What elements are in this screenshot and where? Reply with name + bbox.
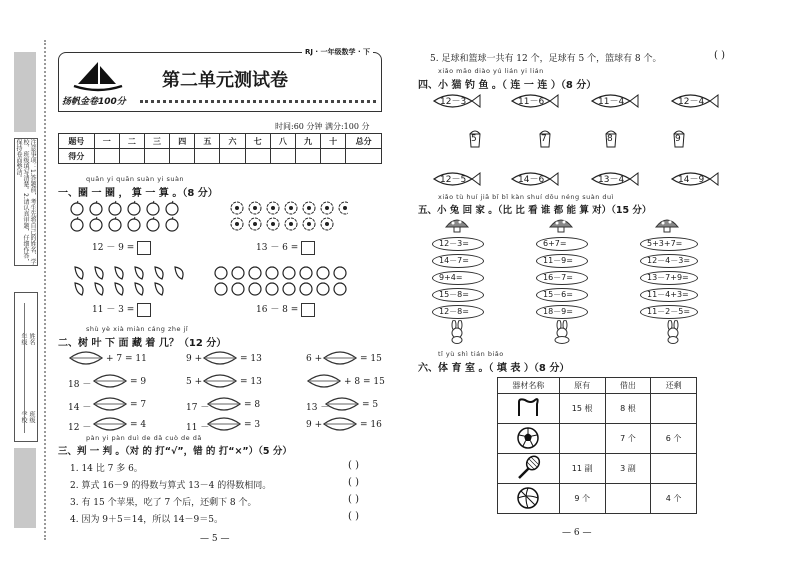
flower-icon[interactable] [321, 202, 333, 214]
fish-label: 11－4 [598, 97, 625, 107]
equation-oval[interactable]: 13－7+9= [640, 271, 698, 285]
score-cell[interactable] [270, 149, 295, 164]
pepper-icon[interactable] [95, 283, 103, 295]
sidebar-notice: 注意事项：1.答题前，考生先将自己的姓名、学校、班级填写清楚。2.请认真审题，仔细作答，保持卷面整洁。 [15, 139, 36, 265]
apples-group [68, 200, 188, 232]
sec1-eq2: 13 － 6 = [256, 240, 315, 255]
score-header-cell: 总分 [346, 134, 382, 149]
sidebar-top-block [14, 52, 36, 132]
equation-oval[interactable]: 5+3+7= [640, 237, 698, 251]
apple-icon[interactable] [90, 217, 102, 231]
score-header-cell: 五 [195, 134, 220, 149]
pepper-icon[interactable] [135, 283, 143, 295]
equation-oval[interactable]: 15－6= [536, 288, 588, 302]
sec4-pinyin: xiǎo māo diào yú lián yi lián [438, 67, 544, 75]
page-number-left: — 5 — [200, 534, 230, 544]
mushroom-icon [444, 217, 470, 233]
table-cell: 4 个 [651, 484, 697, 514]
apple-icon[interactable] [71, 217, 83, 231]
pepper-icon[interactable] [155, 283, 163, 295]
judge-paren-2[interactable]: ( ) [348, 477, 359, 488]
sec1-eq3: 11 － 3 = [92, 302, 151, 317]
fish-label: 12－5 [440, 175, 467, 185]
score-row-label: 得分 [59, 149, 95, 164]
leaf-icon[interactable] [322, 416, 358, 432]
table-cell: 11 副 [559, 454, 605, 484]
pepper-icon[interactable] [115, 283, 123, 295]
col-header: 借出 [605, 378, 651, 394]
sec2-r3-e: 13 － [306, 403, 330, 413]
exam-meta: 时间:60 分钟 满分:100 分 [275, 122, 370, 131]
orange-icon[interactable] [283, 267, 295, 279]
equation-oval[interactable]: 11－2－5= [640, 305, 698, 319]
score-header-cell: 七 [245, 134, 270, 149]
fish-item[interactable] [670, 92, 720, 110]
equation-oval[interactable]: 9+4= [432, 271, 484, 285]
answer-box[interactable] [301, 303, 315, 317]
apple-icon[interactable] [109, 217, 121, 231]
answer-box[interactable] [301, 241, 315, 255]
equation-oval[interactable]: 12－4－3= [640, 254, 698, 268]
orange-icon[interactable] [232, 283, 244, 295]
score-cell[interactable] [119, 149, 144, 164]
fish-label: 12－4 [678, 97, 705, 107]
sec2-r4-f: = 16 [360, 420, 382, 430]
equipment-table [497, 377, 697, 514]
equation-oval[interactable]: 14－7= [432, 254, 484, 268]
orange-icon[interactable] [215, 267, 227, 279]
pepper-icon[interactable] [175, 267, 183, 279]
bucket-label: 5 [471, 134, 477, 144]
fish-item[interactable] [590, 170, 640, 188]
leaf-icon[interactable] [306, 373, 342, 389]
oranges-group [212, 264, 358, 296]
sidebar-school: 学校 [20, 411, 27, 423]
sec2-r2-b: = 9 [130, 377, 147, 387]
fish-label: 12－3 [440, 97, 467, 107]
pepper-icon[interactable] [115, 267, 123, 279]
leaf-icon[interactable] [92, 416, 128, 432]
leaf-icon[interactable] [92, 373, 128, 389]
page-title: 第二单元测试卷 [162, 70, 288, 91]
score-header-cell: 题号 [59, 134, 95, 149]
badminton-racket-icon [498, 454, 560, 484]
score-header-cell: 三 [144, 134, 169, 149]
judge-item-1: 1. 14 比 7 多 6。 [70, 464, 143, 474]
orange-icon[interactable] [249, 283, 261, 295]
col-header: 原有 [559, 378, 605, 394]
sailboat-logo [70, 60, 126, 94]
apple-icon[interactable] [71, 201, 83, 215]
judge-item-5: 5. 足球和篮球一共有 12 个，足球有 5 个，篮球有 8 个。 [430, 54, 662, 64]
score-header-cell: 八 [270, 134, 295, 149]
sec2-r1-a: + 7 = 11 [106, 354, 147, 364]
fish-label: 11－6 [518, 97, 545, 107]
sec2-r1-b: 9 + [186, 354, 203, 364]
pepper-icon[interactable] [75, 283, 83, 295]
equation-oval[interactable]: 6+7= [536, 237, 588, 251]
sec4-title: 四、小 猫 钓 鱼 。（ 连 一 连 ）（8 分） [418, 80, 597, 91]
sec2-r4-d: = 3 [244, 420, 261, 430]
pepper-icon[interactable] [75, 267, 83, 279]
flower-icon[interactable] [249, 202, 261, 214]
leaf-icon[interactable] [322, 350, 358, 366]
flower-icon[interactable] [267, 202, 279, 214]
leaf-icon[interactable] [68, 350, 104, 366]
sec3-pinyin: pàn yi pàn duì de dǎ cuò de dǎ [86, 434, 202, 442]
sec2-r2-c: 5 + [186, 377, 203, 387]
bucket-icon[interactable] [672, 130, 686, 148]
sec1-title: 一、圈 一 圈 ， 算 一 算 。（8 分） [58, 188, 218, 199]
bucket-icon[interactable] [604, 130, 618, 148]
equation-oval[interactable]: 12－3= [432, 237, 484, 251]
leaf-icon[interactable] [206, 416, 242, 432]
peppers-group [70, 264, 190, 296]
apple-icon[interactable] [147, 217, 159, 231]
sec3-title: 三、判 一 判 。（对 的 打“√”，错 的 打“×”）（5 分） [58, 446, 292, 457]
sec2-r3-f: = 5 [362, 400, 379, 410]
apple-icon[interactable] [166, 201, 178, 215]
edition-tag: RJ · 一年级数学 · 下 [302, 47, 373, 57]
sec5-pinyin: xiǎo tù huí jiā bǐ bǐ kàn shuí dōu néng suàn duì [438, 193, 614, 201]
score-cell[interactable] [346, 149, 382, 164]
sec2-pinyin: shù yè xià miàn cáng zhe jǐ [86, 325, 189, 333]
brand-text: 扬帆金卷100分 [62, 97, 126, 107]
mushroom-icon [548, 217, 574, 233]
jump-rope-icon [498, 394, 560, 424]
table-cell: 7 个 [605, 424, 651, 454]
soccer-ball-icon [498, 424, 560, 454]
score-header-cell: 一 [94, 134, 119, 149]
apple-icon[interactable] [147, 201, 159, 215]
sec5-title: 五、小 兔 回 家 。（比 比 看 谁 都 能 算 对）（15 分） [418, 205, 652, 216]
judge-paren-1[interactable]: ( ) [348, 460, 359, 471]
score-header-cell: 六 [220, 134, 245, 149]
judge-paren-5[interactable]: ( ) [714, 50, 725, 61]
score-cell[interactable] [94, 149, 119, 164]
sec1-pinyin: quān yi quān suàn yi suàn [86, 175, 185, 183]
apple-icon[interactable] [128, 201, 140, 215]
flower-icon[interactable] [231, 202, 243, 214]
bucket-label: 8 [607, 134, 613, 144]
orange-icon[interactable] [334, 267, 346, 279]
orange-icon[interactable] [317, 283, 329, 295]
leaf-icon[interactable] [92, 396, 128, 412]
equation-oval[interactable]: 11－9= [536, 254, 588, 268]
flower-icon[interactable] [249, 218, 261, 230]
answer-box[interactable] [137, 303, 151, 317]
score-header-cell: 九 [295, 134, 320, 149]
equation-oval[interactable]: 16－7= [536, 271, 588, 285]
equation-oval[interactable]: 15－8= [432, 288, 484, 302]
leaf-icon[interactable] [206, 396, 242, 412]
sec2-r2-d: = 13 [240, 377, 262, 387]
sec2-r1-c: = 13 [240, 354, 262, 364]
sec1-eq1: 12 － 9 = [92, 240, 151, 255]
fish-item[interactable] [432, 170, 482, 188]
fish-label: 14－9 [678, 175, 705, 185]
fish-item[interactable] [432, 92, 482, 110]
apple-icon[interactable] [90, 201, 102, 215]
sec2-r3-d: = 8 [244, 400, 261, 410]
table-cell: 15 根 [559, 394, 605, 424]
fish-item[interactable] [510, 170, 560, 188]
equation-oval[interactable]: 12－8= [432, 305, 484, 319]
bucket-label: 9 [675, 134, 681, 144]
flower-icon[interactable] [321, 218, 333, 230]
judge-item-4: 4. 因为 9＋5＝14，所以 14－9＝5。 [70, 515, 223, 525]
leaf-icon[interactable] [202, 373, 238, 389]
orange-icon[interactable] [300, 283, 312, 295]
sec2-r4-b: = 4 [130, 420, 147, 430]
fish-label: 14－6 [518, 175, 545, 185]
judge-item-2: 2. 算式 16－9 的得数与算式 13－4 的得数相同。 [70, 481, 272, 491]
sidebar-class: 班级 [28, 411, 35, 423]
sec2-r1-d: 6 + [306, 354, 323, 364]
sec2-r4-a: 12 － [68, 423, 92, 433]
col-header: 还剩 [651, 378, 697, 394]
score-cell[interactable] [170, 149, 195, 164]
sidebar-grade: 年级 [20, 333, 27, 345]
score-header-cell: 十 [321, 134, 346, 149]
table-cell[interactable] [651, 454, 697, 484]
sec2-r3-c: 17 － [186, 403, 210, 413]
flower-icon[interactable] [303, 218, 315, 230]
flower-icon[interactable] [339, 202, 348, 214]
flower-icon[interactable] [285, 202, 297, 214]
flowers-group [228, 200, 348, 232]
orange-icon[interactable] [215, 283, 227, 295]
table-cell: 6 个 [651, 424, 697, 454]
orange-icon[interactable] [334, 283, 346, 295]
mushroom-icon [654, 217, 680, 233]
score-cell[interactable] [295, 149, 320, 164]
sec2-r3-b: = 7 [130, 400, 147, 410]
sec2-r1-e: = 15 [360, 354, 382, 364]
pepper-icon[interactable] [155, 267, 163, 279]
apple-icon[interactable] [128, 217, 140, 231]
orange-icon[interactable] [266, 267, 278, 279]
judge-paren-3[interactable]: ( ) [348, 494, 359, 505]
volleyball-icon [498, 484, 560, 514]
equation-oval[interactable]: 18－9= [536, 305, 588, 319]
leaf-icon[interactable] [324, 396, 360, 412]
score-cell[interactable] [220, 149, 245, 164]
score-cell[interactable] [144, 149, 169, 164]
sec2-r4-c: 11 － [186, 423, 210, 433]
page-number-right: — 6 — [562, 528, 592, 538]
judge-item-3: 3. 有 15 个苹果，吃了 7 个后，还剩下 8 个。 [70, 498, 257, 508]
fish-label: 13－4 [598, 175, 625, 185]
sidebar-info-box [14, 292, 38, 442]
sidebar-dots [44, 40, 46, 540]
score-cell[interactable] [321, 149, 346, 164]
score-header-cell: 四 [170, 134, 195, 149]
table-cell[interactable] [605, 484, 651, 514]
rabbit-icon [550, 320, 574, 344]
sec2-r2-a: 18 － [68, 380, 92, 390]
orange-icon[interactable] [249, 267, 261, 279]
orange-icon[interactable] [232, 267, 244, 279]
orange-icon[interactable] [266, 283, 278, 295]
score-header-cell: 二 [119, 134, 144, 149]
flower-icon[interactable] [285, 218, 297, 230]
table-cell: 9 个 [559, 484, 605, 514]
score-cell[interactable] [195, 149, 220, 164]
sidebar-name: 姓名 [28, 333, 35, 345]
answer-box[interactable] [137, 241, 151, 255]
apple-icon[interactable] [166, 217, 178, 231]
flower-icon[interactable] [267, 218, 279, 230]
flower-icon[interactable] [303, 202, 315, 214]
orange-icon[interactable] [300, 267, 312, 279]
pepper-icon[interactable] [95, 267, 103, 279]
leaf-icon[interactable] [202, 350, 238, 366]
header-dots [140, 100, 376, 103]
bucket-icon[interactable] [468, 130, 482, 148]
bucket-icon[interactable] [538, 130, 552, 148]
orange-icon[interactable] [283, 283, 295, 295]
sec2-r2-e: + 8 = 15 [344, 377, 385, 387]
sec1-eq4: 16 － 8 = [256, 302, 315, 317]
table-cell[interactable] [651, 394, 697, 424]
sidebar-bottom-block [14, 448, 36, 528]
sec2-r3-a: 14 － [68, 403, 92, 413]
fish-item[interactable] [510, 92, 560, 110]
flower-icon[interactable] [231, 218, 243, 230]
rabbit-icon [664, 320, 682, 344]
fish-item[interactable] [670, 170, 720, 188]
pepper-icon[interactable] [135, 267, 143, 279]
judge-paren-4[interactable]: ( ) [348, 511, 359, 522]
equation-oval[interactable]: 11－4+3= [640, 288, 698, 302]
fish-item[interactable] [590, 92, 640, 110]
sec6-pinyin: tǐ yù shì tián biǎo [438, 350, 504, 358]
table-cell: 8 根 [605, 394, 651, 424]
sec2-r4-e: 9 + [306, 420, 323, 430]
sec2-title: 二、树 叶 下 面 藏 着 几？（12 分） [58, 338, 227, 349]
score-table [58, 133, 382, 164]
rabbit-icon [448, 320, 466, 344]
bucket-label: 7 [541, 134, 547, 144]
sec6-title: 六、体 育 室 。（ 填 表 ）（8 分） [418, 363, 570, 374]
col-header: 器材名称 [498, 378, 560, 394]
table-cell[interactable] [559, 424, 605, 454]
apple-icon[interactable] [109, 201, 121, 215]
table-cell: 3 副 [605, 454, 651, 484]
orange-icon[interactable] [317, 267, 329, 279]
score-cell[interactable] [245, 149, 270, 164]
